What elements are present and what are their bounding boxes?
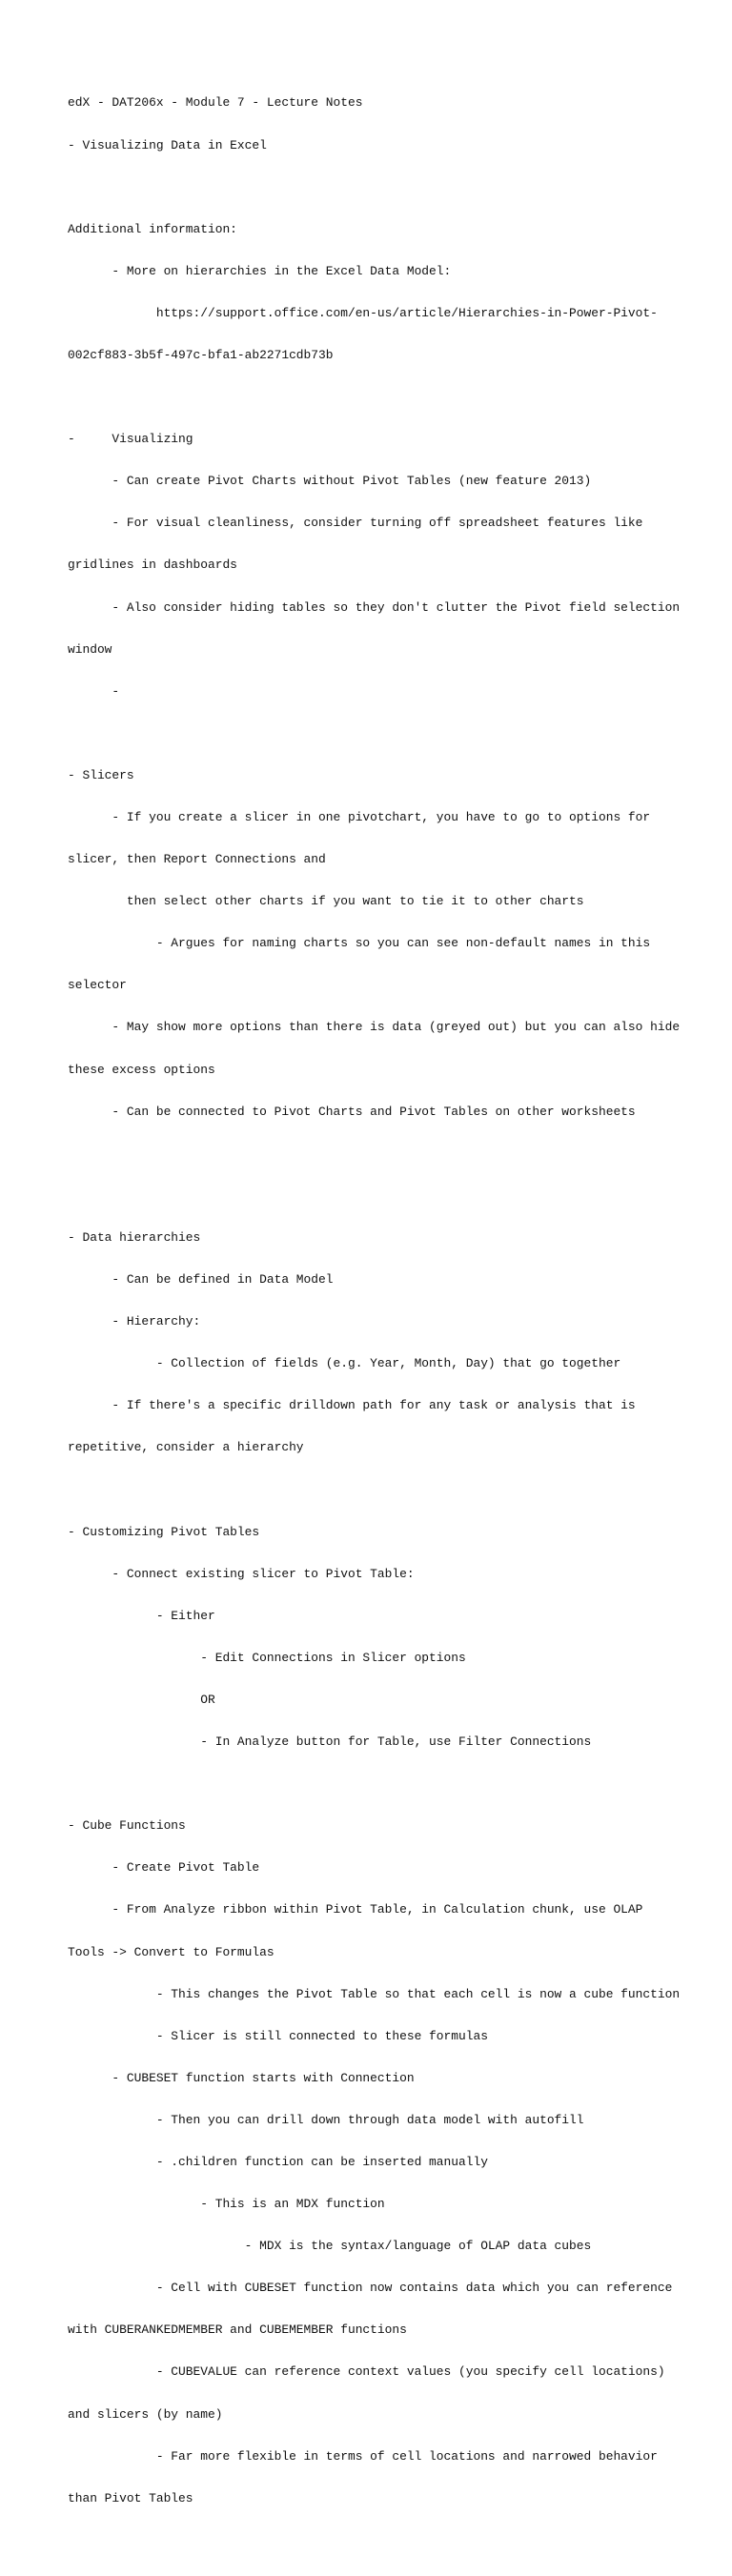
text-line: - Collection of fields (e.g. Year, Month, Day) that go together (68, 1356, 621, 1371)
blank-line (68, 181, 678, 195)
text-line: Tools -> Convert to Formulas (68, 1944, 274, 1959)
text-line: - If you create a slicer in one pivotchart, you have to go to options for (68, 810, 651, 824)
text-line: - For visual cleanliness, consider turning off spreadsheet features like (68, 516, 643, 531)
text-line: - Edit Connections in Slicer options (68, 1650, 466, 1665)
section-heading-customizing-pivot-tables: - Customizing Pivot Tables (68, 1524, 260, 1539)
text-line: - More on hierarchies in the Excel Data Model: (68, 263, 452, 278)
text-line: - If there's a specific drilldown path for any task or analysis that is (68, 1398, 636, 1413)
subtitle-line: - Visualizing Data in Excel (68, 137, 267, 152)
text-line: these excess options (68, 1062, 215, 1077)
text-line: - Either (68, 1608, 215, 1623)
blank-line (68, 391, 678, 405)
section-heading-slicers: - Slicers (68, 767, 134, 782)
text-line: - May show more options than there is data (greyed out) but you can also hide (68, 1020, 681, 1035)
text-line: - From Analyze ribbon within Pivot Table, in Calculation chunk, use OLAP (68, 1902, 643, 1917)
text-line: - In Analyze button for Table, use Filter Connections (68, 1734, 592, 1750)
text-line: - (68, 683, 120, 699)
blank-line (68, 727, 678, 741)
text-line: then select other charts if you want to tie it to other charts (68, 894, 584, 909)
text-line: slicer, then Report Connections and (68, 852, 326, 867)
section-heading-cube-functions: - Cube Functions (68, 1818, 186, 1834)
text-line (68, 2534, 678, 2548)
text-line: - Connect existing slicer to Pivot Table: (68, 1566, 415, 1581)
title-line: edX - DAT206x - Module 7 - Lecture Notes (68, 95, 363, 111)
text-line: - CUBEVALUE can reference context values (you specify cell locations) (68, 2364, 665, 2380)
text-line: - Can create Pivot Charts without Pivot Tables (new feature 2013) (68, 474, 592, 489)
text-line: than Pivot Tables (68, 2490, 193, 2505)
text-line: - Can be defined in Data Model (68, 1272, 334, 1288)
section-heading-data-hierarchies: - Data hierarchies (68, 1229, 201, 1245)
text-line: OR (68, 1692, 215, 1707)
blank-line (68, 1147, 678, 1162)
text-line: - Far more flexible in terms of cell locations and narrowed behavior (68, 2448, 658, 2464)
text-line: - Hierarchy: (68, 1314, 201, 1329)
text-line: - Also consider hiding tables so they don't clutter the Pivot field selection (68, 599, 681, 615)
text-line: - Create Pivot Table (68, 1860, 260, 1876)
text-line: - This changes the Pivot Table so that each cell is now a cube function (68, 1986, 681, 2001)
url-line: 002cf883-3b5f-497c-bfa1-ab2271cdb73b (68, 347, 334, 362)
text-line: repetitive, consider a hierarchy (68, 1440, 304, 1455)
text-line: - Slicer is still connected to these formulas (68, 2028, 488, 2043)
text-line: - Can be connected to Pivot Charts and Pivot Tables on other worksheets (68, 1104, 636, 1119)
section-heading-visualizing: - Visualizing (68, 432, 193, 447)
blank-line (68, 1484, 678, 1498)
text-line: - Then you can drill down through data model with autofill (68, 2112, 584, 2127)
lecture-notes-text (68, 69, 681, 2576)
text-line: - .children function can be inserted manually (68, 2155, 488, 2169)
text-line: selector (68, 978, 127, 993)
text-line: gridlines in dashboards (68, 558, 237, 573)
text-line: - MDX is the syntax/language of OLAP data cubes (68, 2239, 592, 2254)
blank-line (68, 1189, 678, 1204)
text-line: - CUBESET function starts with Connection (68, 2070, 415, 2085)
text-line: - This is an MDX function (68, 2197, 385, 2212)
text-line: - Cell with CUBESET function now contains data which you can reference (68, 2281, 673, 2296)
url-line: https://support.office.com/en-us/article/Hierarchies-in-Power-Pivot- (68, 305, 658, 320)
text-line: window (68, 641, 112, 657)
text-line: with CUBERANKEDMEMBER and CUBEMEMBER functions (68, 2322, 407, 2338)
blank-line (68, 1777, 678, 1792)
text-line: and slicers (by name) (68, 2406, 223, 2422)
text-line: - Argues for naming charts so you can see non-default names in this (68, 936, 651, 951)
section-heading-additional-information: Additional information: (68, 221, 237, 236)
